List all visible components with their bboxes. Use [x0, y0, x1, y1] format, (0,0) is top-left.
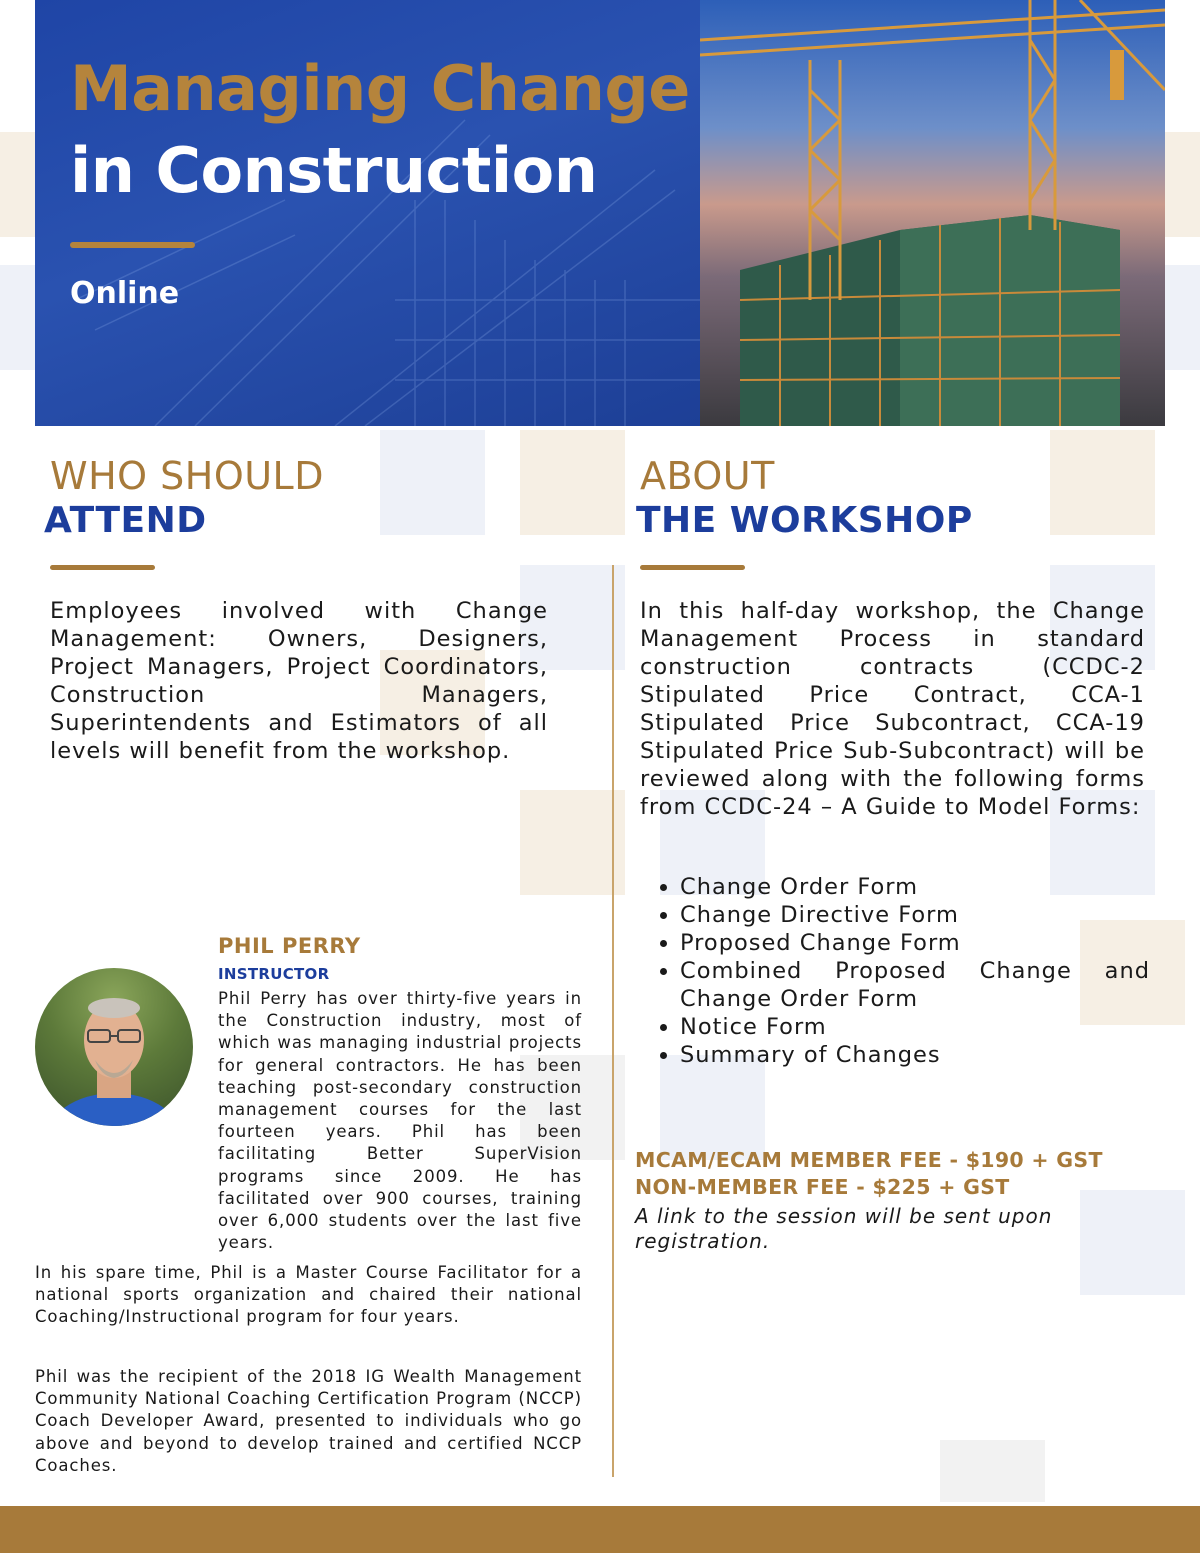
hero-divider [70, 242, 195, 248]
about-section-divider [640, 565, 745, 570]
instructor-photo [35, 968, 193, 1126]
title-line-1: Managing Change [70, 52, 690, 125]
bg-block [380, 430, 485, 535]
construction-photo [700, 0, 1165, 426]
list-item: • Notice Form [680, 1013, 1150, 1041]
instructor-name: PHIL PERRY [218, 934, 361, 958]
bg-block [940, 1440, 1045, 1502]
bg-block [660, 1055, 765, 1160]
list-item: • Summary of Changes [680, 1041, 1150, 1069]
list-item: • Proposed Change Form [680, 929, 1150, 957]
bg-block [1165, 265, 1200, 370]
bg-block [520, 430, 625, 535]
footer-bar [0, 1506, 1200, 1553]
delivery-format: Online [70, 276, 180, 311]
construction-crane-illustration [700, 0, 1165, 426]
instructor-role: INSTRUCTOR [218, 965, 330, 983]
bg-block [1050, 430, 1155, 535]
list-item: • Change Order Form [680, 873, 1150, 901]
column-divider [612, 565, 614, 1477]
who-section-label: WHO SHOULD [50, 454, 324, 498]
bg-block [1165, 132, 1200, 237]
bg-block [0, 265, 35, 370]
session-link-note: A link to the session will be sent upon registration. [635, 1204, 1053, 1253]
bg-block [0, 132, 35, 237]
list-item: • Change Directive Form [680, 901, 1150, 929]
title-line-2: in Construction [70, 134, 598, 207]
forms-list [640, 873, 1150, 1069]
hero-banner [35, 0, 1165, 426]
instructor-bio: Phil Perry has over thirty-five years in the Construction industry, most of which was managing industrial projects for general contractors. He has been teaching post-secondary construction management courses for the last fourteen years. Phil has been facilitating Better SuperVision programs since 2009. He has facilitated over 900 courses, training over 6,000 students over the last five years. [218, 989, 582, 1253]
non-member-fee: NON-MEMBER FEE - $225 + GST [635, 1175, 1010, 1199]
bg-block [520, 790, 625, 895]
about-section-heading: THE WORKSHOP [636, 500, 973, 541]
who-section-divider [50, 565, 155, 570]
about-workshop-text: In this half-day workshop, the Change Management Process in standard construction contracts (CCDC-2 Stipulated Price Contract, CCA-1 Stipulated Price Subcontract, CCA-19 Stipulated Price Sub-Subcontract) will be reviewed along with the following forms from CCDC-24 – A Guide to Model Forms: [640, 598, 1145, 820]
who-section-heading: ATTEND [44, 500, 207, 541]
instructor-spare-time: In his spare time, Phil is a Master Course Facilitator for a national sports organization and chaired their national Coaching/Instructional program for four years. [35, 1263, 582, 1327]
about-section-label: ABOUT [640, 454, 775, 498]
member-fee: MCAM/ECAM MEMBER FEE - $190 + GST [635, 1148, 1103, 1172]
list-item: • Combined Proposed Change and Change Order Form [680, 957, 1150, 1013]
instructor-portrait-illustration [35, 968, 193, 1126]
hero-blue-panel [35, 0, 700, 426]
who-attend-text: Employees involved with Change Management: Owners, Designers, Project Managers, Project Coordinators, Construction Managers, Superintendents and Estimators of all levels will benefit from the workshop. [50, 598, 548, 764]
instructor-award: Phil was the recipient of the 2018 IG Wealth Management Community National Coaching Certification Program (NCCP) Coach Developer Award, presented to individuals who go above and beyond to develop trained and certified NCCP Coaches. [35, 1367, 582, 1475]
